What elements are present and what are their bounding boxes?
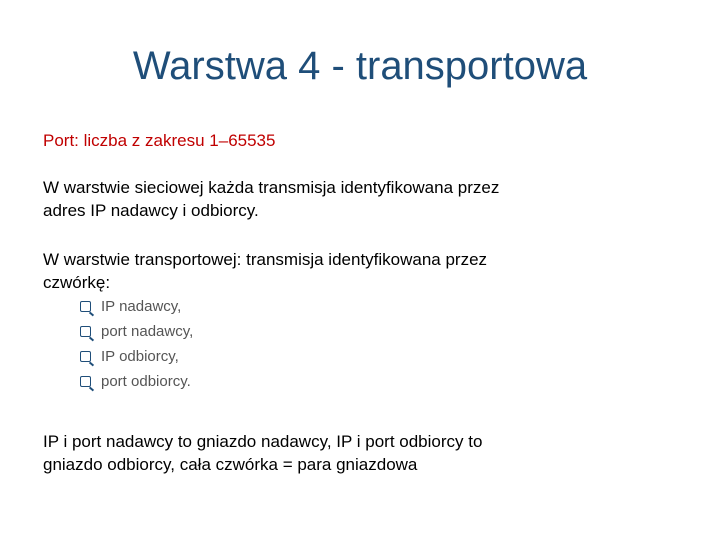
- list-item: [80, 294, 193, 319]
- socket-line-1: IP i port nadawcy to gniazdo nadawcy, IP i port odbiorcy to: [43, 432, 483, 451]
- q-bullet-icon: [80, 351, 91, 362]
- port-range-text: Port: liczba z zakresu 1–65535: [43, 131, 276, 150]
- list-item-text: IP nadawcy,: [101, 298, 182, 315]
- q-bullet-icon: [80, 301, 91, 312]
- network-layer-line-2: adres IP nadawcy i odbiorcy.: [43, 201, 259, 220]
- q-bullet-icon: [80, 326, 91, 337]
- socket-line-2: gniazdo odbiorcy, cała czwórka = para gniazdowa: [43, 455, 418, 474]
- transport-layer-paragraph: [43, 248, 663, 294]
- q-bullet-icon: [80, 376, 91, 387]
- slide-title: Warstwa 4 - transportowa: [132, 44, 588, 88]
- port-range-line: [43, 129, 663, 152]
- transport-layer-line-1: W warstwie transportowej: transmisja identyfikowana przez: [43, 250, 488, 269]
- list-item-text: port nadawcy,: [101, 323, 194, 340]
- list-item: [80, 344, 193, 369]
- list-item-text: IP odbiorcy,: [101, 348, 179, 365]
- transport-layer-line-2: czwórkę:: [43, 273, 111, 292]
- list-item-text: port odbiorcy.: [101, 373, 191, 390]
- list-item: [80, 369, 193, 394]
- four-tuple-list: [80, 294, 193, 394]
- network-layer-paragraph: [43, 176, 663, 222]
- socket-paragraph: [43, 430, 663, 476]
- list-item: [80, 319, 193, 344]
- network-layer-line-1: W warstwie sieciowej każda transmisja identyfikowana przez: [43, 178, 500, 197]
